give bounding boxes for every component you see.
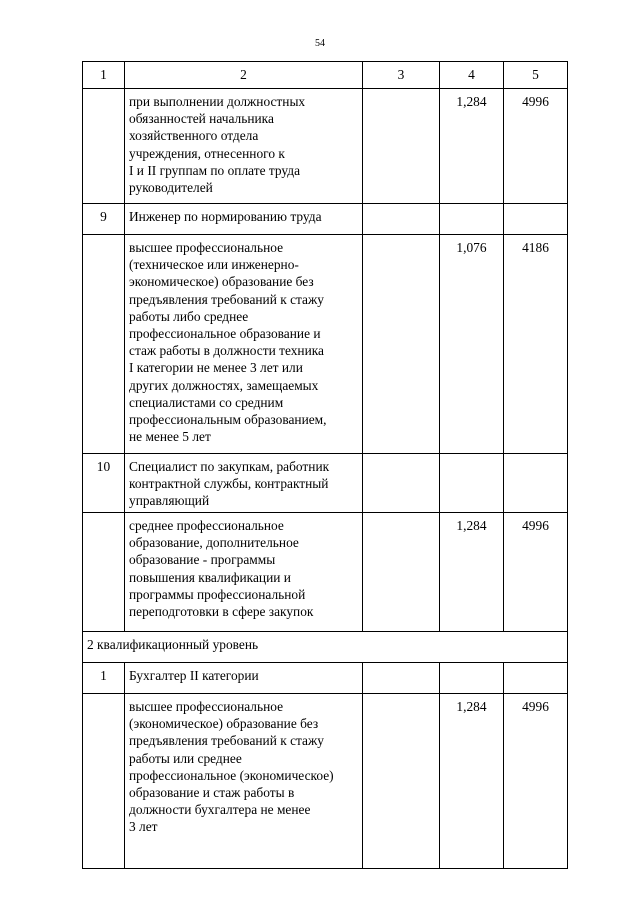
row-coefficient (440, 204, 504, 235)
row-description: Специалист по закупкам, работник контрактной службы, контрактный управляющий (125, 454, 363, 513)
row-coefficient: 1,284 (440, 694, 504, 869)
table-row (83, 513, 568, 632)
row-number (83, 513, 125, 632)
table-row (83, 204, 568, 235)
section-row (83, 632, 568, 663)
header-col-3: 3 (363, 62, 440, 89)
row-col3 (363, 235, 440, 454)
row-number (83, 694, 125, 869)
header-col-1: 1 (83, 62, 125, 89)
row-number: 9 (83, 204, 125, 235)
row-salary (504, 663, 568, 694)
row-col3 (363, 694, 440, 869)
table-row (83, 454, 568, 513)
row-col3 (363, 454, 440, 513)
row-description: Бухгалтер II категории (125, 663, 363, 694)
row-number: 10 (83, 454, 125, 513)
row-salary: 4996 (504, 89, 568, 204)
header-col-4: 4 (440, 62, 504, 89)
row-number (83, 89, 125, 204)
row-col3 (363, 89, 440, 204)
page-number: 54 (315, 38, 325, 49)
row-salary: 4186 (504, 235, 568, 454)
row-coefficient (440, 454, 504, 513)
row-description: среднее профессиональное образование, дополнительное образование - программы повышения квалификации и программы профессиональной переподготовки в сфере закупок (125, 513, 363, 632)
row-coefficient (440, 663, 504, 694)
row-salary: 4996 (504, 513, 568, 632)
header-col-2: 2 (125, 62, 363, 89)
row-col3 (363, 204, 440, 235)
row-number (83, 235, 125, 454)
row-coefficient: 1,284 (440, 513, 504, 632)
header-col-5: 5 (504, 62, 568, 89)
row-salary (504, 204, 568, 235)
row-description: высшее профессиональное (экономическое) образование без предъявления требований к стажу работы или среднее профессиональное (экономическое) образование и стаж работы в должности бухгалтера не менее 3 лет (125, 694, 363, 869)
row-description: при выполнении должностных обязанностей начальника хозяйственного отдела учреждения, отнесенного к I и II группам по оплате труда руководителей (125, 89, 363, 204)
section-title: 2 квалификационный уровень (83, 632, 568, 663)
row-salary: 4996 (504, 694, 568, 869)
table-row (83, 235, 568, 454)
row-coefficient: 1,284 (440, 89, 504, 204)
row-description: Инженер по нормированию труда (125, 204, 363, 235)
table-row (83, 89, 568, 204)
table-row (83, 694, 568, 869)
table-header-row (83, 62, 568, 89)
row-salary (504, 454, 568, 513)
row-col3 (363, 663, 440, 694)
row-col3 (363, 513, 440, 632)
row-coefficient: 1,076 (440, 235, 504, 454)
salary-table (82, 61, 568, 869)
table-row (83, 663, 568, 694)
row-number: 1 (83, 663, 125, 694)
row-description: высшее профессиональное (техническое или инженерно- экономическое) образование без предъявления требований к стажу работы либо среднее профессиональное образование и стаж работы в должности техника I категории не менее 3 лет или других должностях, замещаемых специалистами со средним профессиональным образованием, не менее 5 лет (125, 235, 363, 454)
